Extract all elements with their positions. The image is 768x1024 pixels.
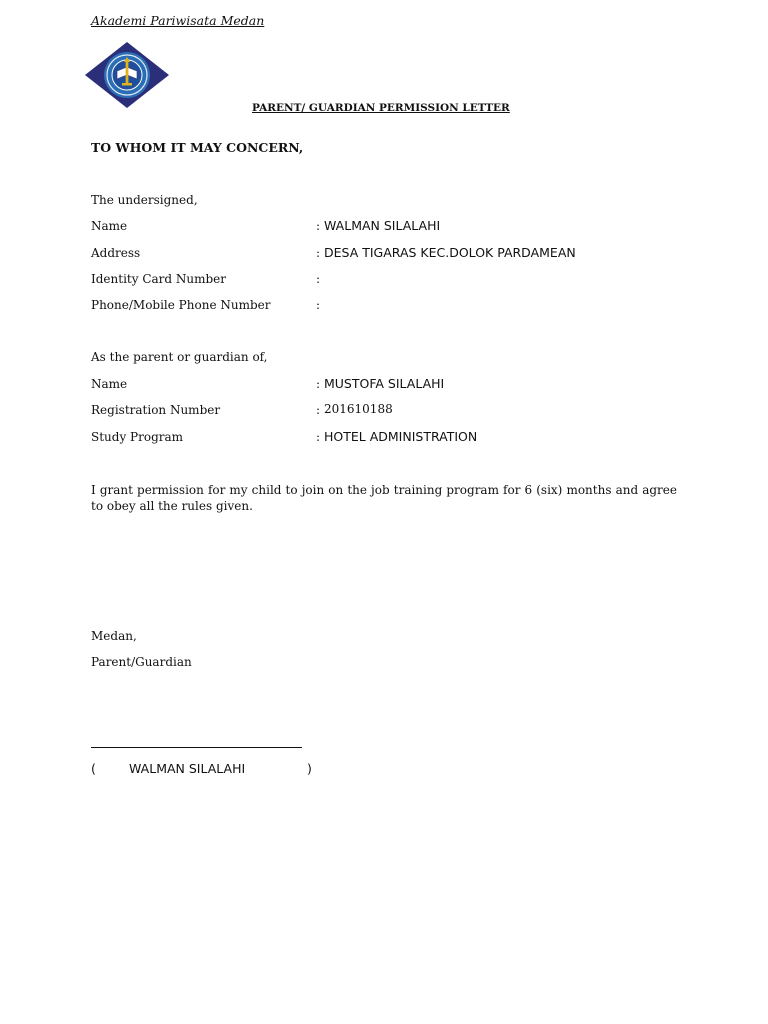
- organization-name: Akademi Pariwisata Medan: [91, 13, 265, 28]
- address-label: Address: [91, 246, 141, 260]
- registration-number-label: Registration Number: [91, 403, 221, 417]
- colon: :: [316, 272, 321, 286]
- colon: :: [316, 246, 321, 260]
- child-name-value: MUSTOFA SILALAHI: [324, 376, 445, 391]
- page-title: PARENT/ GUARDIAN PERMISSION LETTER: [252, 102, 510, 114]
- study-program-value: HOTEL ADMINISTRATION: [324, 429, 478, 444]
- identity-card-label: Identity Card Number: [91, 272, 227, 286]
- colon: :: [316, 403, 321, 417]
- phone-label: Phone/Mobile Phone Number: [91, 298, 271, 312]
- child-name-label: Name: [91, 377, 128, 391]
- signing-place: Medan,: [91, 629, 137, 643]
- permission-statement: I grant permission for my child to join on the job training program for 6 (six) months and agree to obey all the rules given.: [91, 483, 677, 513]
- address-value: DESA TIGARAS KEC.DOLOK PARDAMEAN: [324, 245, 576, 260]
- colon: :: [316, 430, 321, 444]
- signer-name: WALMAN SILALAHI: [129, 761, 246, 776]
- parent-name-value: WALMAN SILALAHI: [324, 218, 441, 233]
- parent-name-label: Name: [91, 219, 128, 233]
- close-parenthesis: ): [307, 761, 312, 776]
- colon: :: [316, 377, 321, 391]
- undersigned-intro: The undersigned,: [91, 193, 198, 207]
- colon: :: [316, 219, 321, 233]
- open-parenthesis: (: [91, 761, 96, 776]
- child-intro: As the parent or guardian of,: [91, 350, 268, 364]
- salutation: TO WHOM IT MAY CONCERN,: [91, 140, 304, 155]
- registration-number-value: 201610188: [324, 402, 393, 416]
- study-program-label: Study Program: [91, 430, 184, 444]
- signer-role: Parent/Guardian: [91, 655, 192, 669]
- colon: :: [316, 298, 321, 312]
- academy-seal-icon: [84, 41, 170, 109]
- signature-line: [91, 747, 302, 748]
